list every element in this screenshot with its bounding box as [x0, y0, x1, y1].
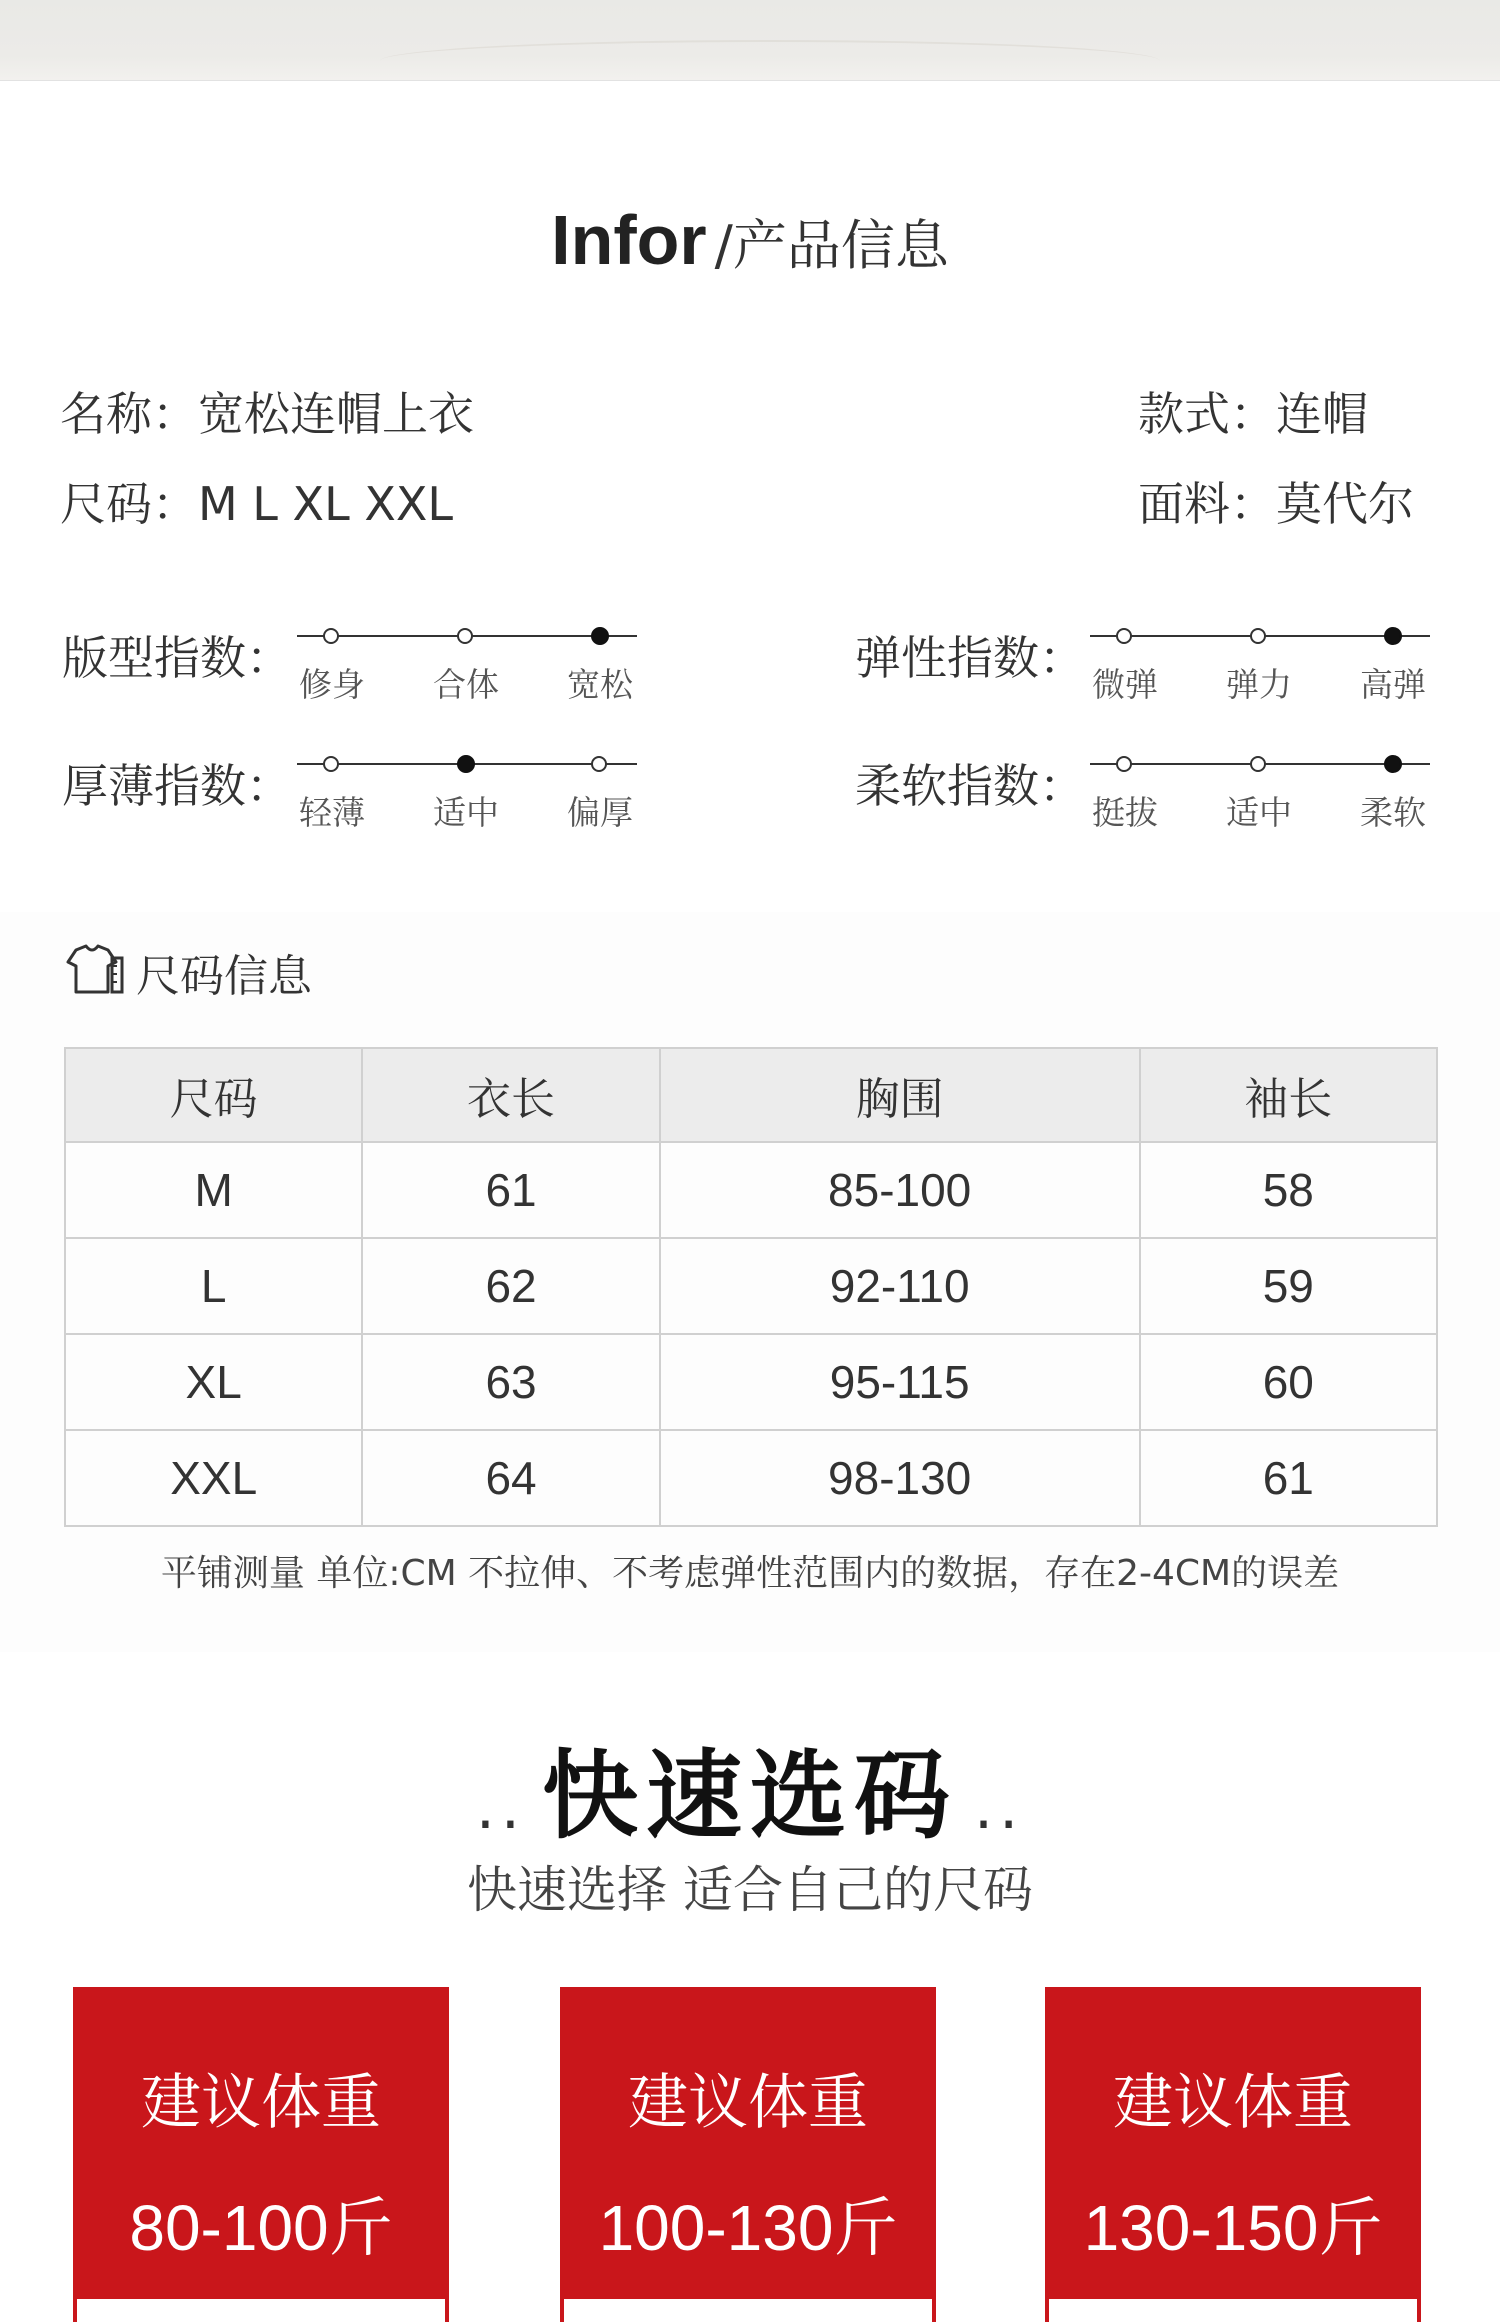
product-style: 款式：连帽	[1138, 387, 1368, 441]
weight-card-body	[564, 2299, 932, 2322]
index-fit-tick: 合体	[433, 665, 499, 704]
index-fit-label: 版型指数：	[62, 631, 292, 685]
table-header-cell: 衣长	[362, 1048, 659, 1142]
table-header-cell: 胸围	[660, 1048, 1140, 1142]
table-cell: 92-110	[660, 1238, 1140, 1334]
table-cell: 85-100	[660, 1142, 1140, 1238]
index-thickness-tick: 轻薄	[299, 793, 365, 832]
table-header-cell: 尺码	[65, 1048, 362, 1142]
table-cell: 60	[1140, 1334, 1437, 1430]
index-softness-label: 柔软指数：	[855, 759, 1085, 813]
table-row	[65, 1238, 1437, 1334]
table-header-row	[65, 1048, 1437, 1142]
index-softness-dot	[1116, 756, 1132, 772]
table-cell: M	[65, 1142, 362, 1238]
quick-size-subtitle: 快速选择 适合自己的尺码	[467, 1861, 1033, 1919]
index-fit-dot	[323, 628, 339, 644]
index-fit-tick: 修身	[299, 665, 365, 704]
index-thickness-dot	[323, 756, 339, 772]
table-cell: 64	[362, 1430, 659, 1526]
weight-card	[73, 1987, 449, 2322]
weight-card-value: 80-100斤	[129, 2192, 393, 2264]
index-thickness-tick: 偏厚	[567, 793, 633, 832]
product-fabric: 面料：莫代尔	[1138, 477, 1414, 531]
table-cell: 62	[362, 1238, 659, 1334]
index-elasticity-dot	[1116, 628, 1132, 644]
shirt-ruler-icon	[62, 944, 126, 1000]
weight-card-label: 建议体重	[141, 2068, 381, 2138]
index-softness-tick: 柔软	[1360, 793, 1426, 832]
title-dots-left: ··	[475, 1789, 526, 1860]
weight-card	[560, 1987, 936, 2322]
table-cell: 61	[362, 1142, 659, 1238]
index-elasticity-tick: 高弹	[1360, 665, 1426, 704]
weight-card-body	[77, 2299, 445, 2322]
table-cell: 95-115	[660, 1334, 1140, 1430]
index-elasticity-tick: 微弹	[1092, 665, 1158, 704]
weight-card-body	[1049, 2299, 1417, 2322]
index-elasticity-tick: 弹力	[1226, 665, 1292, 704]
weight-card-value: 100-130斤	[598, 2192, 898, 2264]
index-thickness-label: 厚薄指数：	[62, 759, 292, 813]
index-thickness-dot	[591, 756, 607, 772]
table-cell: 58	[1140, 1142, 1437, 1238]
index-softness-dot	[1250, 756, 1266, 772]
table-row	[65, 1430, 1437, 1526]
index-fit-dot	[457, 628, 473, 644]
index-fit-tick: 宽松	[567, 665, 633, 704]
table-row	[65, 1142, 1437, 1238]
table-cell: 98-130	[660, 1430, 1140, 1526]
index-elasticity-label: 弹性指数：	[855, 631, 1085, 685]
weight-card	[1045, 1987, 1421, 2322]
table-cell: 59	[1140, 1238, 1437, 1334]
index-softness-dot	[1384, 755, 1402, 773]
title-english: Infor	[551, 201, 707, 279]
title-dots-right: ··	[974, 1789, 1025, 1860]
index-softness-tick: 挺拔	[1092, 793, 1158, 832]
index-fit-scale	[297, 635, 637, 637]
weight-card-label: 建议体重	[1113, 2068, 1353, 2138]
index-softness-tick: 适中	[1226, 793, 1292, 832]
index-thickness-scale	[297, 763, 637, 765]
size-info-header	[62, 942, 312, 1002]
table-row	[65, 1334, 1437, 1430]
index-thickness	[62, 750, 742, 860]
index-thickness-dot	[457, 755, 475, 773]
weight-card-label: 建议体重	[628, 2068, 868, 2138]
weight-card-value: 130-150斤	[1083, 2192, 1383, 2264]
product-sizes: 尺码：M L XL XXL	[60, 477, 453, 531]
table-cell: 61	[1140, 1430, 1437, 1526]
index-softness	[855, 750, 1500, 860]
index-elasticity-dot	[1384, 627, 1402, 645]
index-thickness-tick: 适中	[433, 793, 499, 832]
index-elasticity-dot	[1250, 628, 1266, 644]
index-fit-dot	[591, 627, 609, 645]
table-header-cell: 袖长	[1140, 1048, 1437, 1142]
quick-size-heading: 快速选码	[542, 1740, 958, 1852]
product-photo-bottom-strip	[0, 0, 1500, 81]
index-softness-scale	[1090, 763, 1430, 765]
table-cell: L	[65, 1238, 362, 1334]
title-chinese: /产品信息	[714, 214, 949, 277]
size-info-title: 尺码信息	[136, 951, 312, 1002]
measurement-note: 平铺测量 单位:CM 不拉伸、不考虑弹性范围内的数据，存在2-4CM的误差	[160, 1553, 1340, 1594]
table-cell: XL	[65, 1334, 362, 1430]
index-elasticity-scale	[1090, 635, 1430, 637]
table-cell: XXL	[65, 1430, 362, 1526]
size-table	[64, 1047, 1438, 1527]
section-title	[0, 200, 1500, 280]
index-fit	[62, 622, 742, 732]
quick-size-title	[0, 1720, 1500, 1860]
index-elasticity	[855, 622, 1500, 732]
table-cell: 63	[362, 1334, 659, 1430]
product-name: 名称：宽松连帽上衣	[60, 387, 474, 441]
